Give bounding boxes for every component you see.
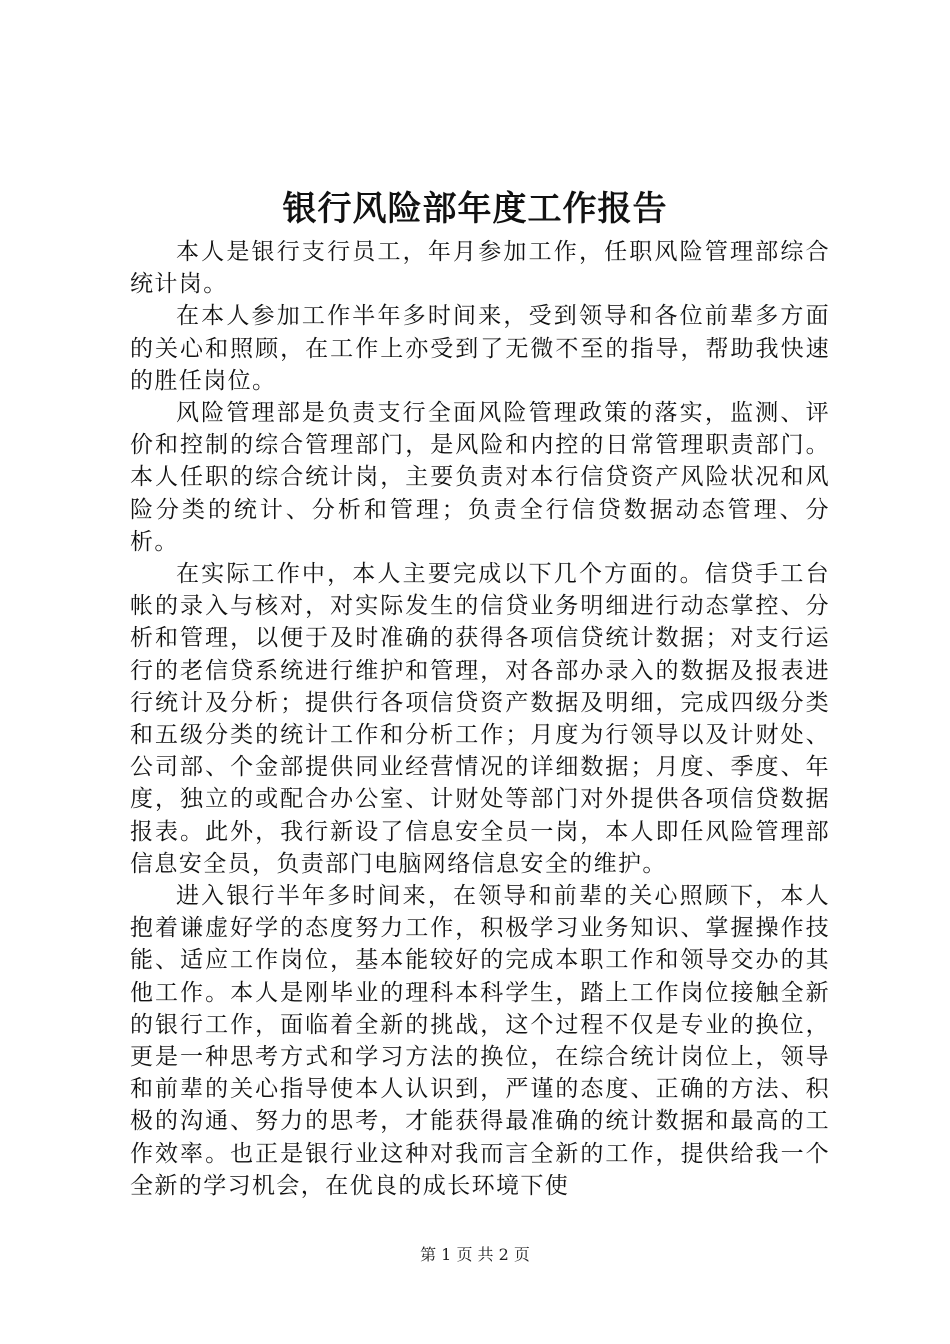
paragraph-3: 风险管理部是负责支行全面风险管理政策的落实，监测、评价和控制的综合管理部门，是风险和内控的日常管理职责部门。本人任职的综合统计岗，主要负责对本行信贷资产风险状况和风险分类的统计、分析和管理；负责全行信贷数据动态管理、分析。 [130,400,830,555]
paragraph-2: 在本人参加工作半年多时间来，受到领导和各位前辈多方面的关心和照顾，在工作上亦受到了无微不至的指导，帮助我快速的胜任岗位。 [130,303,830,394]
paragraph-1: 本人是银行支行员工，年月参加工作，任职风险管理部综合统计岗。 [130,239,830,298]
document-body [130,236,830,1202]
paragraph-4: 在实际工作中，本人主要完成以下几个方面的。信贷手工台帐的录入与核对，对实际发生的信贷业务明细进行动态掌控、分析和管理，以便于及时准确的获得各项信贷统计数据；对支行运行的老信贷系统进行维护和管理，对各部办录入的数据及报表进行统计及分析；提供行各项信贷资产数据及明细，完成四级分类和五级分类的统计工作和分析工作；月度为行领导以及计财处、公司部、个金部提供同业经营情况的详细数据；月度、季度、年度，独立的或配合办公室、计财处等部门对外提供各项信贷数据报表。此外，我行新设了信息安全员一岗，本人即任风险管理部信息安全员，负责部门电脑网络信息安全的维护。 [130,561,830,877]
document-title: 银行风险部年度工作报告 [282,189,668,229]
page-footer: 第 1 页 共 2 页 [420,1245,530,1264]
paragraph-5: 进入银行半年多时间来，在领导和前辈的关心照顾下，本人抱着谦虚好学的态度努力工作，积极学习业务知识、掌握操作技能、适应工作岗位，基本能较好的完成本职工作和领导交办的其他工作。本人是刚毕业的理科本科学生，踏上工作岗位接触全新的银行工作，面临着全新的挑战，这个过程不仅是专业的换位，更是一种思考方式和学习方法的换位，在综合统计岗位上，领导和前辈的关心指导使本人认识到，严谨的态度、正确的方法、积极的沟通、努力的思考，才能获得最准确的统计数据和最高的工作效率。也正是银行业这种对我而言全新的工作，提供给我一个全新的学习机会，在优良的成长环境下使 [130,883,830,1199]
